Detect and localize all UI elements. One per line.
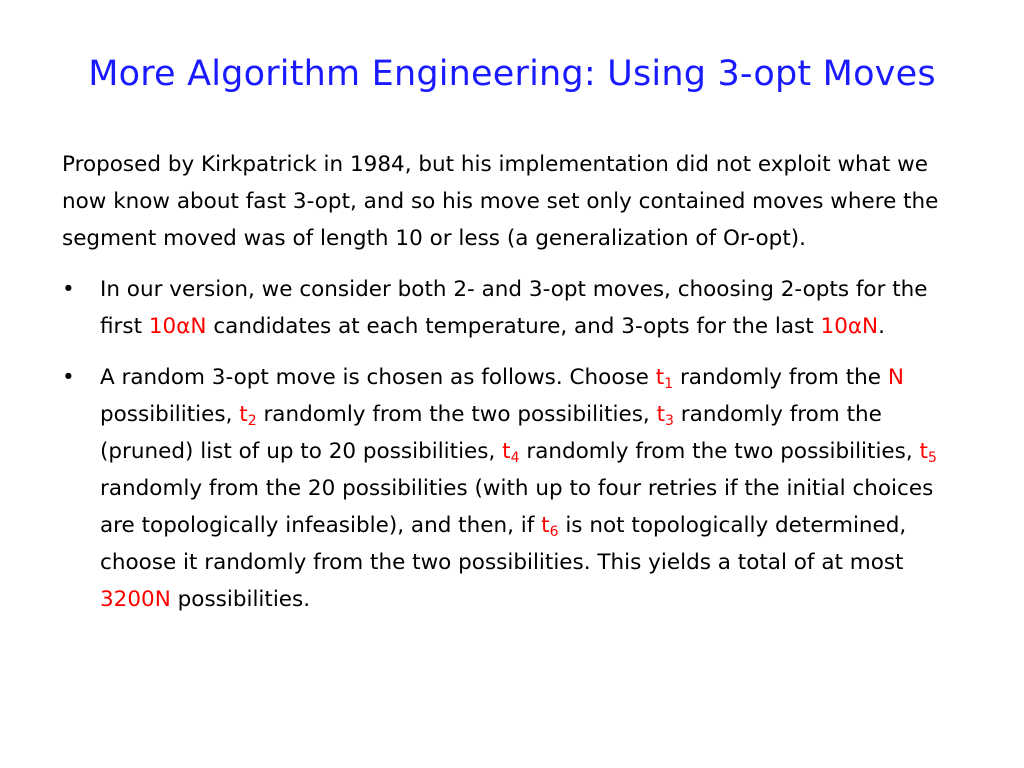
- highlight-term: 10αN: [820, 314, 879, 339]
- variable-t5: [920, 439, 937, 464]
- bullet-text: randomly from the (pruned) list of up to 20 possibilities,: [100, 402, 882, 464]
- bullet-item: [62, 271, 967, 345]
- bullet-item: [62, 359, 967, 618]
- bullet-text: .: [878, 314, 885, 339]
- bullet-text: possibilities,: [100, 402, 240, 427]
- variable-letter: t: [656, 402, 666, 427]
- bullet-text: randomly from the 20 possibilities (with up to four retries if the initial choices are topologically infeasible), and then, if: [100, 476, 934, 538]
- bullet-text: randomly from the two possibilities,: [519, 439, 920, 464]
- slide-title: More Algorithm Engineering: Using 3-opt Moves: [88, 54, 936, 94]
- variable-subscript: 5: [927, 450, 937, 466]
- bullet-mark: •: [62, 277, 75, 302]
- variable-letter: t: [239, 402, 248, 427]
- highlight-term: 3200N: [100, 587, 171, 612]
- highlight-term: 10αN: [148, 314, 207, 339]
- variable-t3: [657, 402, 674, 427]
- bullet-text: is not topologically determined, choose it randomly from the two possibilities. This yields a total of at most: [100, 513, 907, 575]
- variable-letter: t: [919, 439, 928, 464]
- variable-t2: [239, 402, 256, 427]
- variable-subscript: 6: [549, 524, 559, 540]
- variable-subscript: 3: [665, 413, 674, 429]
- variable-letter: t: [541, 513, 550, 538]
- bullet-text: randomly from the: [673, 365, 888, 390]
- variable-subscript: 2: [247, 413, 257, 429]
- highlight-term: N: [887, 365, 904, 390]
- bullet-mark: •: [62, 365, 75, 390]
- variable-t4: [502, 439, 519, 464]
- variable-subscript: 4: [510, 450, 520, 466]
- variable-t6: [541, 513, 558, 538]
- bullet-text: In our version, we consider both 2- and 3-opt moves, choosing 2-opts for the first: [100, 277, 928, 339]
- variable-letter: t: [655, 365, 665, 390]
- variable-subscript: 1: [664, 376, 674, 392]
- variable-t1: [656, 365, 673, 390]
- bullet-text: A random 3-opt move is chosen as follows. Choose: [100, 365, 656, 390]
- bullet-text: candidates at each temperature, and 3-opts for the last: [206, 314, 821, 339]
- bullet-text: randomly from the two possibilities,: [256, 402, 657, 427]
- variable-letter: t: [502, 439, 511, 464]
- intro-paragraph: Proposed by Kirkpatrick in 1984, but his implementation did not exploit what we now know about fast 3-opt, and so his move set only contained moves where the segment moved was of length 10 or less (a generalization of Or-opt).: [62, 152, 939, 251]
- slide-body: [62, 146, 967, 632]
- bullet-text: possibilities.: [170, 587, 311, 612]
